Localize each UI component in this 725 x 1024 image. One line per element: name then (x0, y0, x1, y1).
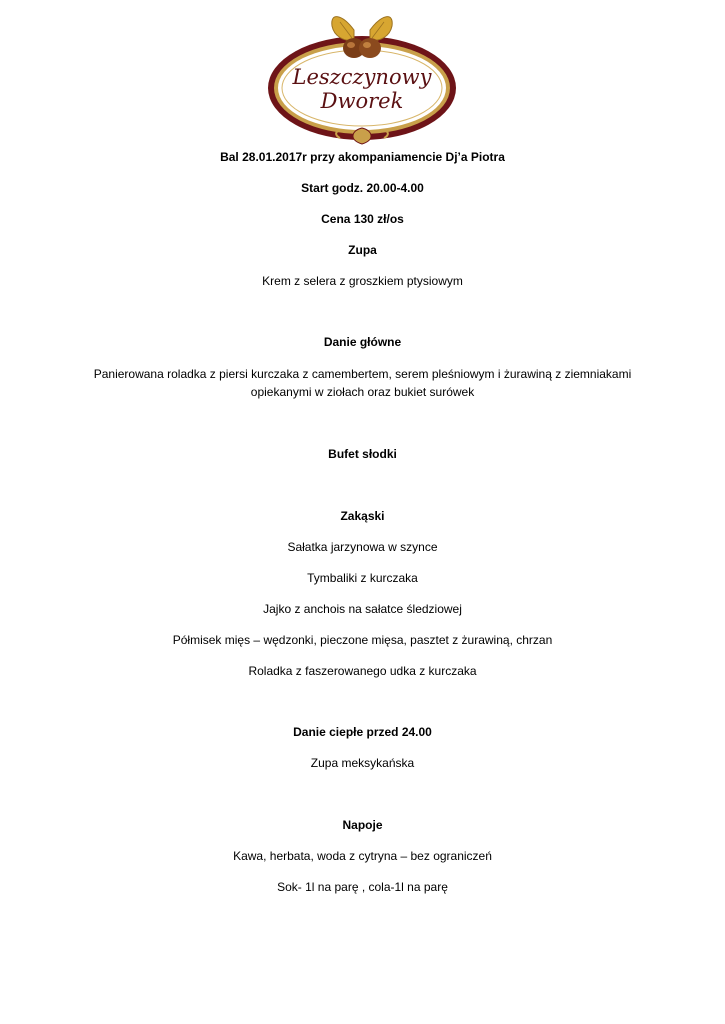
appetizer-item: Półmisek mięs – wędzonki, pieczone mięsa, pasztet z żurawiną, chrzan (172, 633, 553, 647)
drink-item: Kawa, herbata, woda z cytryna – bez ograniczeń (233, 849, 492, 863)
soup-item: Krem z selera z groszkiem ptysiowym (262, 274, 463, 288)
restaurant-logo (262, 8, 462, 148)
drinks-heading: Napoje (342, 818, 383, 832)
hot-dish-item: Zupa meksykańska (310, 756, 415, 770)
soup-heading: Zupa (348, 243, 377, 257)
svg-text:Leszczynowy: Leszczynowy (292, 65, 432, 89)
hot-dish-heading: Danie ciepłe przed 24.00 (293, 725, 432, 739)
appetizer-item: Roladka z faszerowanego udka z kurczaka (248, 664, 477, 678)
price: Cena 130 zł/os (321, 212, 404, 226)
main-course-line-2: opiekanymi w ziołach oraz bukiet surówek (250, 385, 475, 399)
appetizer-item: Jajko z anchois na sałatce śledziowej (263, 602, 462, 616)
drink-item: Sok- 1l na parę , cola-1l na parę (277, 880, 448, 894)
appetizer-item: Tymbaliki z kurczaka (307, 571, 418, 585)
main-course-heading: Danie główne (323, 335, 402, 349)
event-title: Bal 28.01.2017r przy akompaniamencie Dj’a Piotra (220, 150, 505, 164)
appetizer-item: Sałatka jarzynowa w szynce (287, 540, 438, 554)
main-course-line-1: Panierowana roladka z piersi kurczaka z camembertem, serem pleśniowym i żurawiną z ziemniakami (93, 367, 632, 381)
appetizers-heading: Zakąski (340, 509, 385, 523)
dessert-heading: Bufet słodki (328, 447, 397, 461)
svg-text:Dworek: Dworek (320, 89, 404, 113)
hazelnut-logo-icon (262, 8, 462, 148)
start-time: Start godz. 20.00-4.00 (301, 181, 424, 195)
